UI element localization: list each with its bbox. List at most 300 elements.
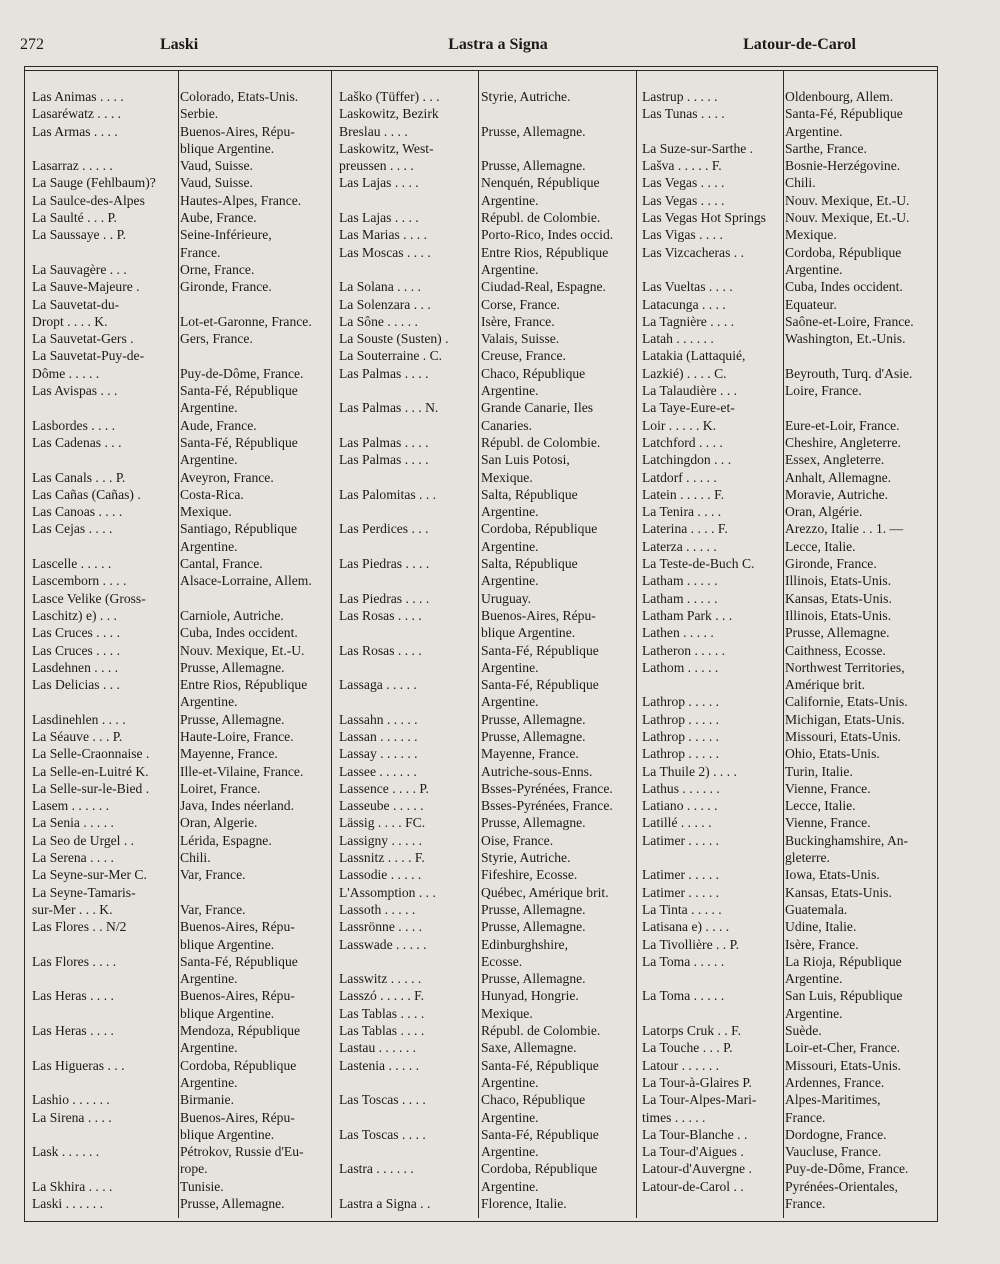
country-region: Buenos-Aires, Répu- — [180, 919, 295, 935]
country-region: Uruguay. — [481, 590, 532, 606]
place-name: La Sauve-Majeure . — [32, 279, 140, 295]
entry-row — [32, 866, 328, 883]
entry-row — [642, 209, 937, 226]
country-region: Ohio, Etats-Unis. — [785, 746, 880, 762]
place-name: Las Lajas . . . . — [339, 175, 419, 191]
place-name: Las Animas . . . . — [32, 89, 124, 104]
place-name: Las Canals . . . P. — [32, 469, 126, 485]
country-region: Buckinghamshire, An- — [785, 832, 909, 848]
country-region: Corse, France. — [481, 296, 560, 312]
entry-row — [642, 157, 937, 174]
entry-row — [32, 1074, 328, 1091]
country-region: Ardennes, France. — [785, 1074, 885, 1090]
place-name: Las Rosas . . . . — [339, 607, 422, 623]
entry-row — [642, 278, 937, 295]
country-region: Alsace-Lorraine, Allem. — [180, 573, 312, 589]
country-region: Cordoba, République — [481, 521, 598, 537]
place-name: Latchingdon . . . — [642, 452, 732, 468]
country-region: Aude, France. — [180, 417, 257, 433]
country-region: Argentine. — [481, 659, 539, 675]
entry-row — [339, 174, 636, 191]
entry-row — [339, 642, 636, 659]
place-name: Latham Park . . . — [642, 607, 733, 623]
place-name: Las Vegas . . . . — [642, 175, 725, 191]
place-name: Latdorf . . . . . — [642, 469, 717, 485]
country-region: Prusse, Allemagne. — [481, 711, 586, 727]
country-region: Loiret, France. — [180, 780, 261, 796]
place-name: La Serena . . . . — [32, 850, 114, 866]
country-region: Mayenne, France. — [481, 746, 579, 762]
country-region: Prusse, Allemagne. — [481, 919, 586, 935]
country-region — [180, 884, 328, 901]
country-region: Loir-et-Cher, France. — [785, 1040, 901, 1056]
entry-row — [32, 503, 328, 520]
place-name: Laterza . . . . . — [642, 538, 717, 554]
country-region: Argentine. — [481, 1178, 539, 1194]
country-region: rope. — [180, 1161, 208, 1177]
column-divider — [331, 70, 332, 1218]
place-name: Laski . . . . . . — [32, 1196, 103, 1211]
place-name: Latour . . . . . . — [642, 1057, 720, 1073]
country-region: Cantal, France. — [180, 556, 263, 572]
place-name: La Touche . . . P. — [642, 1040, 733, 1056]
place-name — [32, 1074, 180, 1091]
country-region: Santa-Fé, République — [785, 106, 903, 122]
entry-row — [642, 1057, 937, 1074]
place-name: Lasszó . . . . . F. — [339, 988, 425, 1004]
country-region: Salta, République — [481, 556, 578, 572]
place-name: Las Cadenas . . . — [32, 434, 122, 450]
country-region: Californie, Etats-Unis. — [785, 694, 908, 710]
entry-row — [642, 1039, 937, 1056]
entry-row — [339, 244, 636, 261]
entry-row — [339, 399, 636, 416]
entry-row — [32, 123, 328, 140]
place-name: Latorps Cruk . . F. — [642, 1023, 741, 1039]
entry-row — [339, 123, 636, 140]
entry-row — [642, 244, 937, 261]
entry-row — [339, 1195, 636, 1212]
entry-row — [642, 520, 937, 537]
country-region: Pyrénées-Orientales, — [785, 1178, 898, 1194]
place-name — [32, 538, 180, 555]
entry-row — [642, 590, 937, 607]
entry-row — [339, 451, 636, 468]
country-region: gleterre. — [785, 850, 830, 866]
column-divider — [636, 70, 637, 1218]
entry-row — [642, 1143, 937, 1160]
place-name: Lassigny . . . . . — [339, 832, 423, 848]
entry-row — [642, 330, 937, 347]
place-name: Lassrönne . . . . — [339, 919, 423, 935]
place-name: La Saulce-des-Alpes — [32, 192, 145, 208]
country-region: Aveyron, France. — [180, 469, 274, 485]
entry-row — [339, 486, 636, 503]
country-region: Colorado, Etats-Unis. — [180, 89, 299, 104]
entry-row — [642, 797, 937, 814]
country-region: Bsses-Pyrénées, France. — [481, 780, 613, 796]
entry-row — [642, 624, 937, 641]
entry-row — [339, 884, 636, 901]
country-region: Argentine. — [481, 504, 539, 520]
place-name: Latacunga . . . . — [642, 296, 726, 312]
place-name — [339, 1074, 481, 1091]
country-region: blique Argentine. — [180, 140, 275, 156]
column-group-2 — [339, 88, 636, 1212]
country-region: Prusse, Allemagne. — [481, 901, 586, 917]
place-name — [32, 970, 180, 987]
entry-row — [642, 832, 937, 849]
country-region: Lecce, Italie. — [785, 538, 856, 554]
place-name — [339, 382, 481, 399]
entry-row — [642, 987, 937, 1004]
country-region: Mexique. — [785, 227, 837, 243]
place-name: Breslau . . . . — [339, 123, 408, 139]
place-name — [32, 1039, 180, 1056]
country-region: Iowa, Etats-Unis. — [785, 867, 880, 883]
place-name: Latisana e) . . . . — [642, 919, 730, 935]
entry-row — [339, 209, 636, 226]
country-region: Argentine. — [481, 1074, 539, 1090]
country-region: Gironde, France. — [785, 556, 877, 572]
place-name: Latakia (Lattaquié, — [642, 348, 746, 364]
entry-row — [32, 953, 328, 970]
country-region: Québec, Amérique brit. — [481, 884, 609, 900]
place-name: Latimer . . . . . — [642, 832, 720, 848]
entry-row — [339, 676, 636, 693]
entry-row — [339, 590, 636, 607]
country-region: Washington, Et.-Unis. — [785, 331, 906, 347]
place-name: Las Heras . . . . — [32, 988, 114, 1004]
place-name: Lasce Velike (Gross- — [32, 590, 146, 606]
entry-row — [339, 1005, 636, 1022]
place-name: La Solenzara . . . — [339, 296, 431, 312]
entry-row — [339, 261, 636, 278]
place-name: La Tour-à-Glaires P. — [642, 1074, 752, 1090]
country-region: Anhalt, Allemagne. — [785, 469, 892, 485]
place-name: Lasseube . . . . . — [339, 798, 424, 814]
entry-row — [32, 451, 328, 468]
place-name — [339, 953, 481, 970]
country-region: Cordoba, République — [785, 244, 902, 260]
place-name: Loir . . . . . K. — [642, 417, 717, 433]
country-region: Eure-et-Loir, France. — [785, 417, 900, 433]
place-name: Las Cañas (Cañas) . — [32, 486, 141, 502]
country-region: Cuba, Indes occident. — [785, 279, 903, 295]
place-name — [339, 1109, 481, 1126]
place-name: Latein . . . . . F. — [642, 486, 724, 502]
place-name: Las Flores . . . . — [32, 953, 117, 969]
entry-row — [642, 140, 937, 157]
country-region: Ille-et-Vilaine, France. — [180, 763, 304, 779]
entry-row — [32, 226, 328, 243]
entry-row — [32, 1039, 328, 1056]
entry-row — [32, 347, 328, 364]
entry-row — [339, 901, 636, 918]
place-name: La Saussaye . . P. — [32, 227, 127, 243]
country-region: Pétrokov, Russie d'Eu- — [180, 1144, 304, 1160]
country-region: Seine-Inférieure, — [180, 227, 272, 243]
entry-row — [339, 936, 636, 953]
country-region: Tunisie. — [180, 1178, 224, 1194]
country-region: Lot-et-Garonne, France. — [180, 313, 312, 329]
place-name: Latheron . . . . . — [642, 642, 726, 658]
entry-row — [32, 918, 328, 935]
place-name: La Tinta . . . . . — [642, 901, 722, 917]
place-name — [339, 572, 481, 589]
place-name — [339, 192, 481, 209]
country-region: Argentine. — [481, 261, 539, 277]
place-name: La Selle-Craonnaise . — [32, 746, 150, 762]
place-name: La Sauge (Fehlbaum)? — [32, 175, 156, 191]
country-region: Saxe, Allemagne. — [481, 1040, 577, 1056]
country-region: blique Argentine. — [180, 1126, 275, 1142]
entry-row — [32, 192, 328, 209]
place-name: Lasswade . . . . . — [339, 936, 427, 952]
country-region: Udine, Italie. — [785, 919, 857, 935]
country-region: Saône-et-Loire, France. — [785, 313, 914, 329]
country-region: Ciudad-Real, Espagne. — [481, 279, 606, 295]
entry-row — [32, 642, 328, 659]
country-region: Buenos-Aires, Répu- — [180, 1109, 295, 1125]
place-name: Las Vueltas . . . . — [642, 279, 733, 295]
country-region: Arezzo, Italie . . 1. — — [785, 521, 904, 537]
entry-row — [32, 572, 328, 589]
entry-row — [339, 434, 636, 451]
entry-row — [339, 849, 636, 866]
place-name: Las Piedras . . . . — [339, 590, 430, 606]
country-region: Valais, Suisse. — [481, 331, 560, 347]
entry-row — [642, 417, 937, 434]
place-name — [339, 659, 481, 676]
country-region: Missouri, Etats-Unis. — [785, 1057, 901, 1073]
place-name: Lasarraz . . . . . — [32, 158, 113, 174]
place-name — [339, 469, 481, 486]
entry-row — [642, 745, 937, 762]
place-name: Lasdehnen . . . . — [32, 659, 119, 675]
place-name: Las Canoas . . . . — [32, 504, 123, 520]
entry-row — [339, 88, 636, 105]
country-region: Prusse, Allemagne. — [180, 659, 285, 675]
country-region — [785, 347, 937, 364]
entry-row — [339, 728, 636, 745]
country-region: Prusse, Allemagne. — [481, 971, 586, 987]
place-name: Lascelle . . . . . — [32, 556, 112, 572]
place-name: La Séauve . . . P. — [32, 728, 123, 744]
entry-row — [32, 174, 328, 191]
place-name — [642, 970, 785, 987]
country-region: Santa-Fé, République — [481, 1126, 599, 1142]
place-name: La Sauvetat-Puy-de- — [32, 348, 145, 364]
place-name — [32, 451, 180, 468]
place-name: Las Tablas . . . . — [339, 1023, 425, 1039]
entry-row — [32, 1143, 328, 1160]
place-name: Las Palmas . . . . — [339, 365, 429, 381]
entry-row — [642, 503, 937, 520]
country-region: Prusse, Allemagne. — [180, 711, 285, 727]
place-name: La Souterraine . C. — [339, 348, 443, 364]
entry-row — [642, 486, 937, 503]
country-region: France. — [785, 1196, 826, 1211]
entry-row — [339, 1039, 636, 1056]
entry-row — [642, 382, 937, 399]
country-region: Costa-Rica. — [180, 486, 244, 502]
entry-row — [642, 88, 937, 105]
place-name: La Skhira . . . . — [32, 1178, 113, 1194]
entry-row — [339, 365, 636, 382]
place-name — [339, 624, 481, 641]
country-region: Birmanie. — [180, 1092, 234, 1108]
entry-row — [642, 1074, 937, 1091]
entry-row — [32, 936, 328, 953]
country-region: Puy-de-Dôme, France. — [180, 365, 304, 381]
entry-row — [642, 728, 937, 745]
place-name: Lask . . . . . . — [32, 1144, 100, 1160]
entry-row — [642, 105, 937, 122]
place-name: Dropt . . . . K. — [32, 313, 108, 329]
country-region: La Rioja, République — [785, 953, 902, 969]
entry-row — [32, 399, 328, 416]
country-region: Prusse, Allemagne. — [481, 728, 586, 744]
entry-row — [32, 987, 328, 1004]
entry-row — [32, 763, 328, 780]
country-region — [180, 590, 328, 607]
entry-row — [32, 693, 328, 710]
place-name — [339, 261, 481, 278]
place-name: Lastenia . . . . . — [339, 1057, 420, 1073]
entry-row — [32, 520, 328, 537]
country-region: Argentine. — [785, 123, 843, 139]
entry-row — [32, 1109, 328, 1126]
entry-row — [339, 866, 636, 883]
entry-row — [32, 1195, 328, 1212]
country-region: Amérique brit. — [785, 677, 866, 693]
column-group-1 — [32, 88, 328, 1212]
header-last-entry: Latour-de-Carol — [743, 36, 856, 53]
place-name — [32, 1126, 180, 1143]
country-region: Lérida, Espagne. — [180, 832, 272, 848]
entry-row — [339, 1126, 636, 1143]
place-name: La Seo de Urgel . . — [32, 832, 135, 848]
place-name: Lassahn . . . . . — [339, 711, 418, 727]
place-name: Lastau . . . . . . — [339, 1040, 417, 1056]
country-region: Vienne, France. — [785, 780, 871, 796]
country-region: Mendoza, République — [180, 1023, 301, 1039]
place-name: Las Vigas . . . . — [642, 227, 723, 243]
entry-row — [339, 296, 636, 313]
country-region: Argentine. — [180, 400, 238, 416]
place-name: Las Palmas . . . . — [339, 452, 429, 468]
place-name: Lassnitz . . . . F. — [339, 850, 425, 866]
place-name: Las Cruces . . . . — [32, 625, 120, 641]
place-name: Lasswitz . . . . . — [339, 971, 422, 987]
entry-row — [32, 1178, 328, 1195]
entry-row — [32, 330, 328, 347]
entry-row — [642, 711, 937, 728]
place-name: Las Tunas . . . . — [642, 106, 725, 122]
country-region: Isère, France. — [785, 936, 859, 952]
place-name: La Selle-sur-le-Bied . — [32, 780, 150, 796]
entry-row — [339, 1178, 636, 1195]
entry-row — [642, 296, 937, 313]
page-header — [18, 36, 978, 58]
place-name: Laško (Tüffer) . . . — [339, 89, 440, 104]
entry-row — [642, 1022, 937, 1039]
country-region: Républ. de Colombie. — [481, 434, 601, 450]
entry-row — [642, 451, 937, 468]
place-name: Lassaga . . . . . — [339, 677, 417, 693]
place-name: Lathrop . . . . . — [642, 728, 720, 744]
entry-row — [32, 469, 328, 486]
place-name: Lasaréwatz . . . . — [32, 106, 122, 122]
country-region: Santa-Fé, République — [180, 434, 298, 450]
entry-row — [642, 659, 937, 676]
country-region: Argentine. — [180, 971, 238, 987]
entry-row — [642, 434, 937, 451]
place-name: Lasbordes . . . . — [32, 417, 116, 433]
place-name — [642, 1195, 785, 1212]
place-name: Lässig . . . . FC. — [339, 815, 426, 831]
place-name — [642, 849, 785, 866]
place-name: Lašva . . . . . F. — [642, 158, 722, 174]
country-region: Buenos-Aires, Répu- — [180, 988, 295, 1004]
entry-row — [339, 555, 636, 572]
country-region: Moravie, Autriche. — [785, 486, 889, 502]
entry-row — [32, 244, 328, 261]
place-name: Lassoth . . . . . — [339, 901, 416, 917]
place-name: preussen . . . . — [339, 158, 414, 174]
country-region: Haute-Loire, France. — [180, 728, 294, 744]
country-region: blique Argentine. — [481, 625, 576, 641]
place-name: Lascemborn . . . . — [32, 573, 127, 589]
country-region: Chaco, République — [481, 1092, 586, 1108]
entry-row — [32, 105, 328, 122]
entry-row — [32, 1057, 328, 1074]
place-name: La Tagnière . . . . — [642, 313, 735, 329]
country-region: Ecosse. — [481, 953, 523, 969]
country-region: Autriche-sous-Enns. — [481, 763, 593, 779]
country-region: Mexique. — [180, 504, 232, 520]
entry-row — [642, 1091, 937, 1108]
country-region: Santa-Fé, République — [180, 383, 298, 399]
place-name: Lassence . . . . P. — [339, 780, 429, 796]
country-region: Argentine. — [481, 1109, 539, 1125]
entry-row — [32, 538, 328, 555]
country-region: Kansas, Etats-Unis. — [785, 590, 892, 606]
country-region: blique Argentine. — [180, 936, 275, 952]
country-region: blique Argentine. — [180, 1005, 275, 1021]
entry-row — [642, 953, 937, 970]
country-region: Bsses-Pyrénées, France. — [481, 798, 613, 814]
country-region: Oldenbourg, Allem. — [785, 89, 894, 104]
place-name: Latchford . . . . — [642, 434, 723, 450]
country-region: Carniole, Autriche. — [180, 607, 284, 623]
entry-row — [642, 123, 937, 140]
country-region: Argentine. — [180, 538, 238, 554]
place-name: Lathrop . . . . . — [642, 694, 720, 710]
place-name: La Talaudière . . . — [642, 383, 738, 399]
entry-row — [32, 607, 328, 624]
country-region: Argentine. — [180, 694, 238, 710]
entry-row — [339, 330, 636, 347]
entry-row — [642, 365, 937, 382]
country-region: Chili. — [785, 175, 816, 191]
entry-row — [339, 1091, 636, 1108]
place-name — [642, 1005, 785, 1022]
place-name — [32, 936, 180, 953]
entry-row — [339, 469, 636, 486]
place-name: Laskowitz, Bezirk — [339, 106, 439, 122]
